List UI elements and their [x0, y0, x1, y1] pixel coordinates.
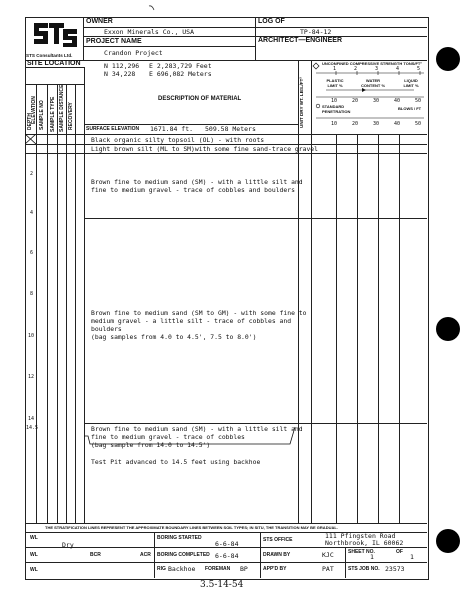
wl1-value: Dry: [62, 541, 74, 549]
wl3-label: WL: [30, 567, 38, 573]
appd-by-value: PAT: [322, 565, 334, 573]
depth-tick-14-5: 14.5: [26, 425, 39, 431]
architect-engineer-label: ARCHITECT—ENGINEER: [258, 37, 343, 44]
boring-started-value: 6-6-84: [215, 540, 239, 548]
coord-n-feet: N 112,296: [104, 62, 140, 70]
layer-brown-sand-sm: Brown fine to medium sand (SM) - with a little silt and fine to medium gravel - trace of cobbles and boulders: [91, 178, 303, 194]
elevation-column-label: ELEVATION: [31, 96, 37, 124]
strength-chart-title: UNCONFINED COMPRESSIVE STRENGTH TONS/FT²: [322, 61, 422, 66]
liquid-limit-label: LIQUID LIMIT %: [403, 78, 419, 88]
mid-tick-10: 10: [331, 98, 338, 104]
surface-elevation-label: SURFACE ELEVATION: [86, 126, 140, 132]
recovery-column-label: RECOVERY: [68, 102, 74, 130]
wl2-label: WL: [30, 552, 38, 558]
bottom-tick-50: 50: [415, 121, 422, 127]
strength-tick-2: 2: [354, 66, 358, 72]
log-of-value: TP-84-12: [300, 28, 332, 36]
handwritten-code: 3.5-14-54: [200, 580, 244, 590]
bottom-tick-10: 10: [331, 121, 338, 127]
sheet-of-value: 1: [410, 553, 414, 561]
owner-value: Exxon Minerals Co., USA: [104, 28, 195, 36]
depth-tick-14: 14: [28, 416, 35, 422]
strength-tick-4: 4: [396, 66, 400, 72]
sts-office-line2: Northbrook, IL 60062: [325, 539, 404, 547]
standard-penetration-label: STANDARD PENETRATION: [322, 104, 351, 114]
top-pen-mark: [148, 4, 156, 12]
boring-completed-label: BORING COMPLETED: [157, 552, 210, 558]
sts-logo: [28, 19, 80, 53]
sample-type-column-label: SAMPLE TYPE: [50, 96, 56, 132]
depth-column-label: DEPTH: [27, 113, 33, 130]
coord-n-meters: N 34,228: [104, 70, 136, 78]
job-no-label: STS JOB NO.: [348, 566, 380, 572]
bottom-tick-20: 20: [352, 121, 359, 127]
sample-no-column-label: SAMPLE NO: [39, 100, 45, 130]
punch-hole-top: [436, 47, 460, 71]
strength-chart-header: [312, 61, 426, 133]
sts-office-label: STS OFFICE: [263, 537, 293, 543]
depth-tick-2: 2: [30, 171, 34, 177]
depth-tick-8: 8: [30, 291, 34, 297]
sheet-of-label: OF: [396, 549, 403, 555]
coord-e-feet: E 2,283,729 Feet: [149, 62, 212, 70]
sample-distance-column-label: SAMPLE DISTANCE: [59, 84, 65, 132]
drawn-by-label: DRAWN BY: [263, 552, 291, 558]
foreman-value: BP: [240, 565, 248, 573]
log-of-label: LOG OF: [258, 18, 285, 25]
company-name: STS Consultants Ltd.: [26, 53, 73, 58]
blows-per-ft-label: BLOWS / FT: [398, 106, 422, 111]
site-location-label: SITE LOCATION: [27, 60, 81, 67]
mid-tick-40: 40: [394, 98, 401, 104]
stratification-note: THE STRATIFICATION LINES REPRESENT THE APPROXIMATE BOUNDARY LINES BETWEEN SOIL TYPES; IN SITU, THE TRANSITION MAY BE GRADUAL.: [45, 525, 338, 530]
project-name-value: Crandon Project: [104, 49, 163, 57]
project-name-label: PROJECT NAME: [86, 38, 142, 45]
bottom-tick-30: 30: [373, 121, 380, 127]
boring-completed-value: 6-6-84: [215, 552, 239, 560]
strength-tick-5: 5: [417, 66, 421, 72]
mid-tick-20: 20: [352, 98, 359, 104]
punch-hole-middle: [436, 317, 460, 341]
drawn-by-value: KJC: [322, 551, 334, 559]
topsoil-x-mark: [25, 134, 36, 144]
wl1-label: WL: [30, 535, 38, 541]
strength-tick-3: 3: [375, 66, 379, 72]
boring-started-label: BORING STARTED: [157, 535, 202, 541]
mid-tick-50: 50: [415, 98, 422, 104]
unit-dry-weight-label: UNIT DRY WT. LBS./FT³: [299, 77, 304, 128]
test-pit-note: Test Pit advanced to 14.5 feet using backhoe: [91, 458, 261, 466]
punch-hole-bottom: [436, 529, 460, 553]
depth-tick-4: 4: [30, 210, 34, 216]
appd-by-label: APP'D BY: [263, 566, 287, 572]
layer-brown-sand-cobbles: Brown fine to medium sand (SM) - with a little silt and fine to medium gravel - trace of cobbles (bag sample from 14.0 to 14.5'): [91, 425, 303, 449]
sheet-no-value: 1: [370, 553, 374, 561]
description-of-material-label: DESCRIPTION OF MATERIAL: [158, 96, 242, 102]
layer-silt: Light brown silt (ML to SM)with some fine sand-trace gravel: [91, 145, 319, 153]
surface-elevation-feet: 1671.84 ft.: [150, 125, 194, 133]
strength-tick-1: 1: [333, 66, 337, 72]
foreman-label: FOREMAN: [205, 566, 231, 572]
job-no-value: 23573: [385, 565, 405, 573]
pit-bottom-bracket: [84, 425, 299, 449]
rig-label: RIG: [157, 566, 166, 572]
wl2-acr-label: ACR: [140, 552, 151, 558]
mid-tick-30: 30: [373, 98, 380, 104]
plastic-limit-label: PLASTIC LIMIT %: [326, 78, 344, 88]
rig-value: Backhoe: [168, 565, 196, 573]
surface-elevation-meters: 509.58 Meters: [205, 125, 256, 133]
layer-topsoil: Black organic silty topsoil (OL) - with roots: [91, 136, 265, 144]
owner-label: OWNER: [86, 18, 113, 25]
wl2-bcr-label: BCR: [90, 552, 101, 558]
depth-tick-12: 12: [28, 374, 35, 380]
depth-tick-10: 10: [28, 333, 35, 339]
coord-e-meters: E 696,082 Meters: [149, 70, 212, 78]
water-content-label: WATER CONTENT %: [361, 78, 385, 88]
depth-tick-6: 6: [30, 250, 34, 256]
sts-office-line1: 111 Pfingsten Road: [325, 532, 396, 540]
layer-brown-sand-sm-gm: Brown fine to medium sand (SM to GM) - with some fine to medium gravel - a little silt - trace of cobbles and boulders (bag samples from 4.0 to 4.5', 7.5 to 8.0'): [91, 309, 307, 341]
sheet-no-label: SHEET NO.: [348, 549, 375, 555]
bottom-tick-40: 40: [394, 121, 401, 127]
